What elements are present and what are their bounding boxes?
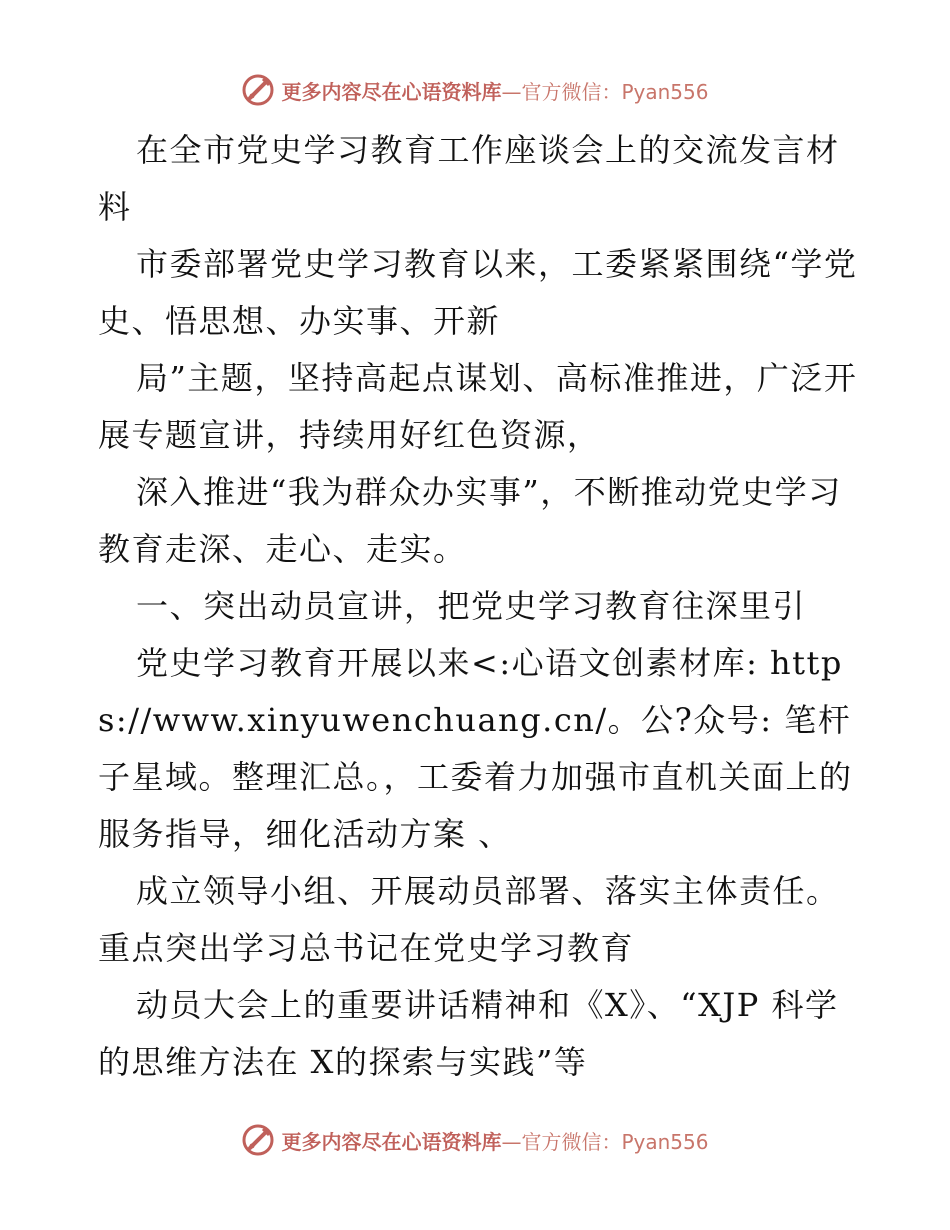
- header-banner: [0, 70, 950, 110]
- pen-logo-icon: [241, 73, 275, 107]
- header-banner-wechat: 官方微信：Pyan556: [521, 79, 709, 104]
- paragraph-6: 成立领导小组、开展动员部署、落实主体责任。重点突出学习总书记在党史学习教育: [98, 872, 840, 967]
- header-banner-main: 更多内容尽在心语资料库: [281, 79, 502, 104]
- footer-banner: [0, 1120, 950, 1160]
- footer-banner-main: 更多内容尽在心语资料库: [281, 1129, 502, 1154]
- document-title: 在全市党史学习教育工作座谈会上的交流发言材料: [98, 131, 840, 226]
- header-banner-text: [281, 76, 708, 105]
- footer-banner-wechat: 官方微信：Pyan556: [521, 1129, 709, 1154]
- paragraph-7: 动员大会上的重要讲话精神和《X》、“XJP 科学的思维方法在 X的探索与实践”等: [98, 986, 839, 1081]
- paragraph-5: 党史学习教育开展以来<:心语文创素材库: https://www.xinyuwenchuang.cn/。公?众号: 笔杆子星域。整理汇总。，工委着力加强市直机关面上的服务指导，细化活动方案 、: [98, 644, 853, 853]
- paragraph-1: 市委部署党史学习教育以来，工委紧紧围绕“学党史、悟思想、办实事、开新: [98, 245, 858, 340]
- header-banner-sep: —: [501, 79, 522, 104]
- paragraph-2: 局”主题，坚持高起点谋划、高标准推进，广泛开展专题宣讲，持续用好红色资源，: [98, 359, 858, 454]
- footer-banner-sep: —: [501, 1129, 522, 1154]
- section-heading-1: 一、突出动员宣讲，把党史学习教育往深里引: [136, 587, 807, 625]
- document-body: [98, 122, 858, 1091]
- pen-logo-icon: [241, 1123, 275, 1157]
- footer-banner-text: [281, 1126, 708, 1155]
- paragraph-3: 深入推进“我为群众办实事”，不断推动党史学习教育走深、走心、走实。: [98, 473, 842, 568]
